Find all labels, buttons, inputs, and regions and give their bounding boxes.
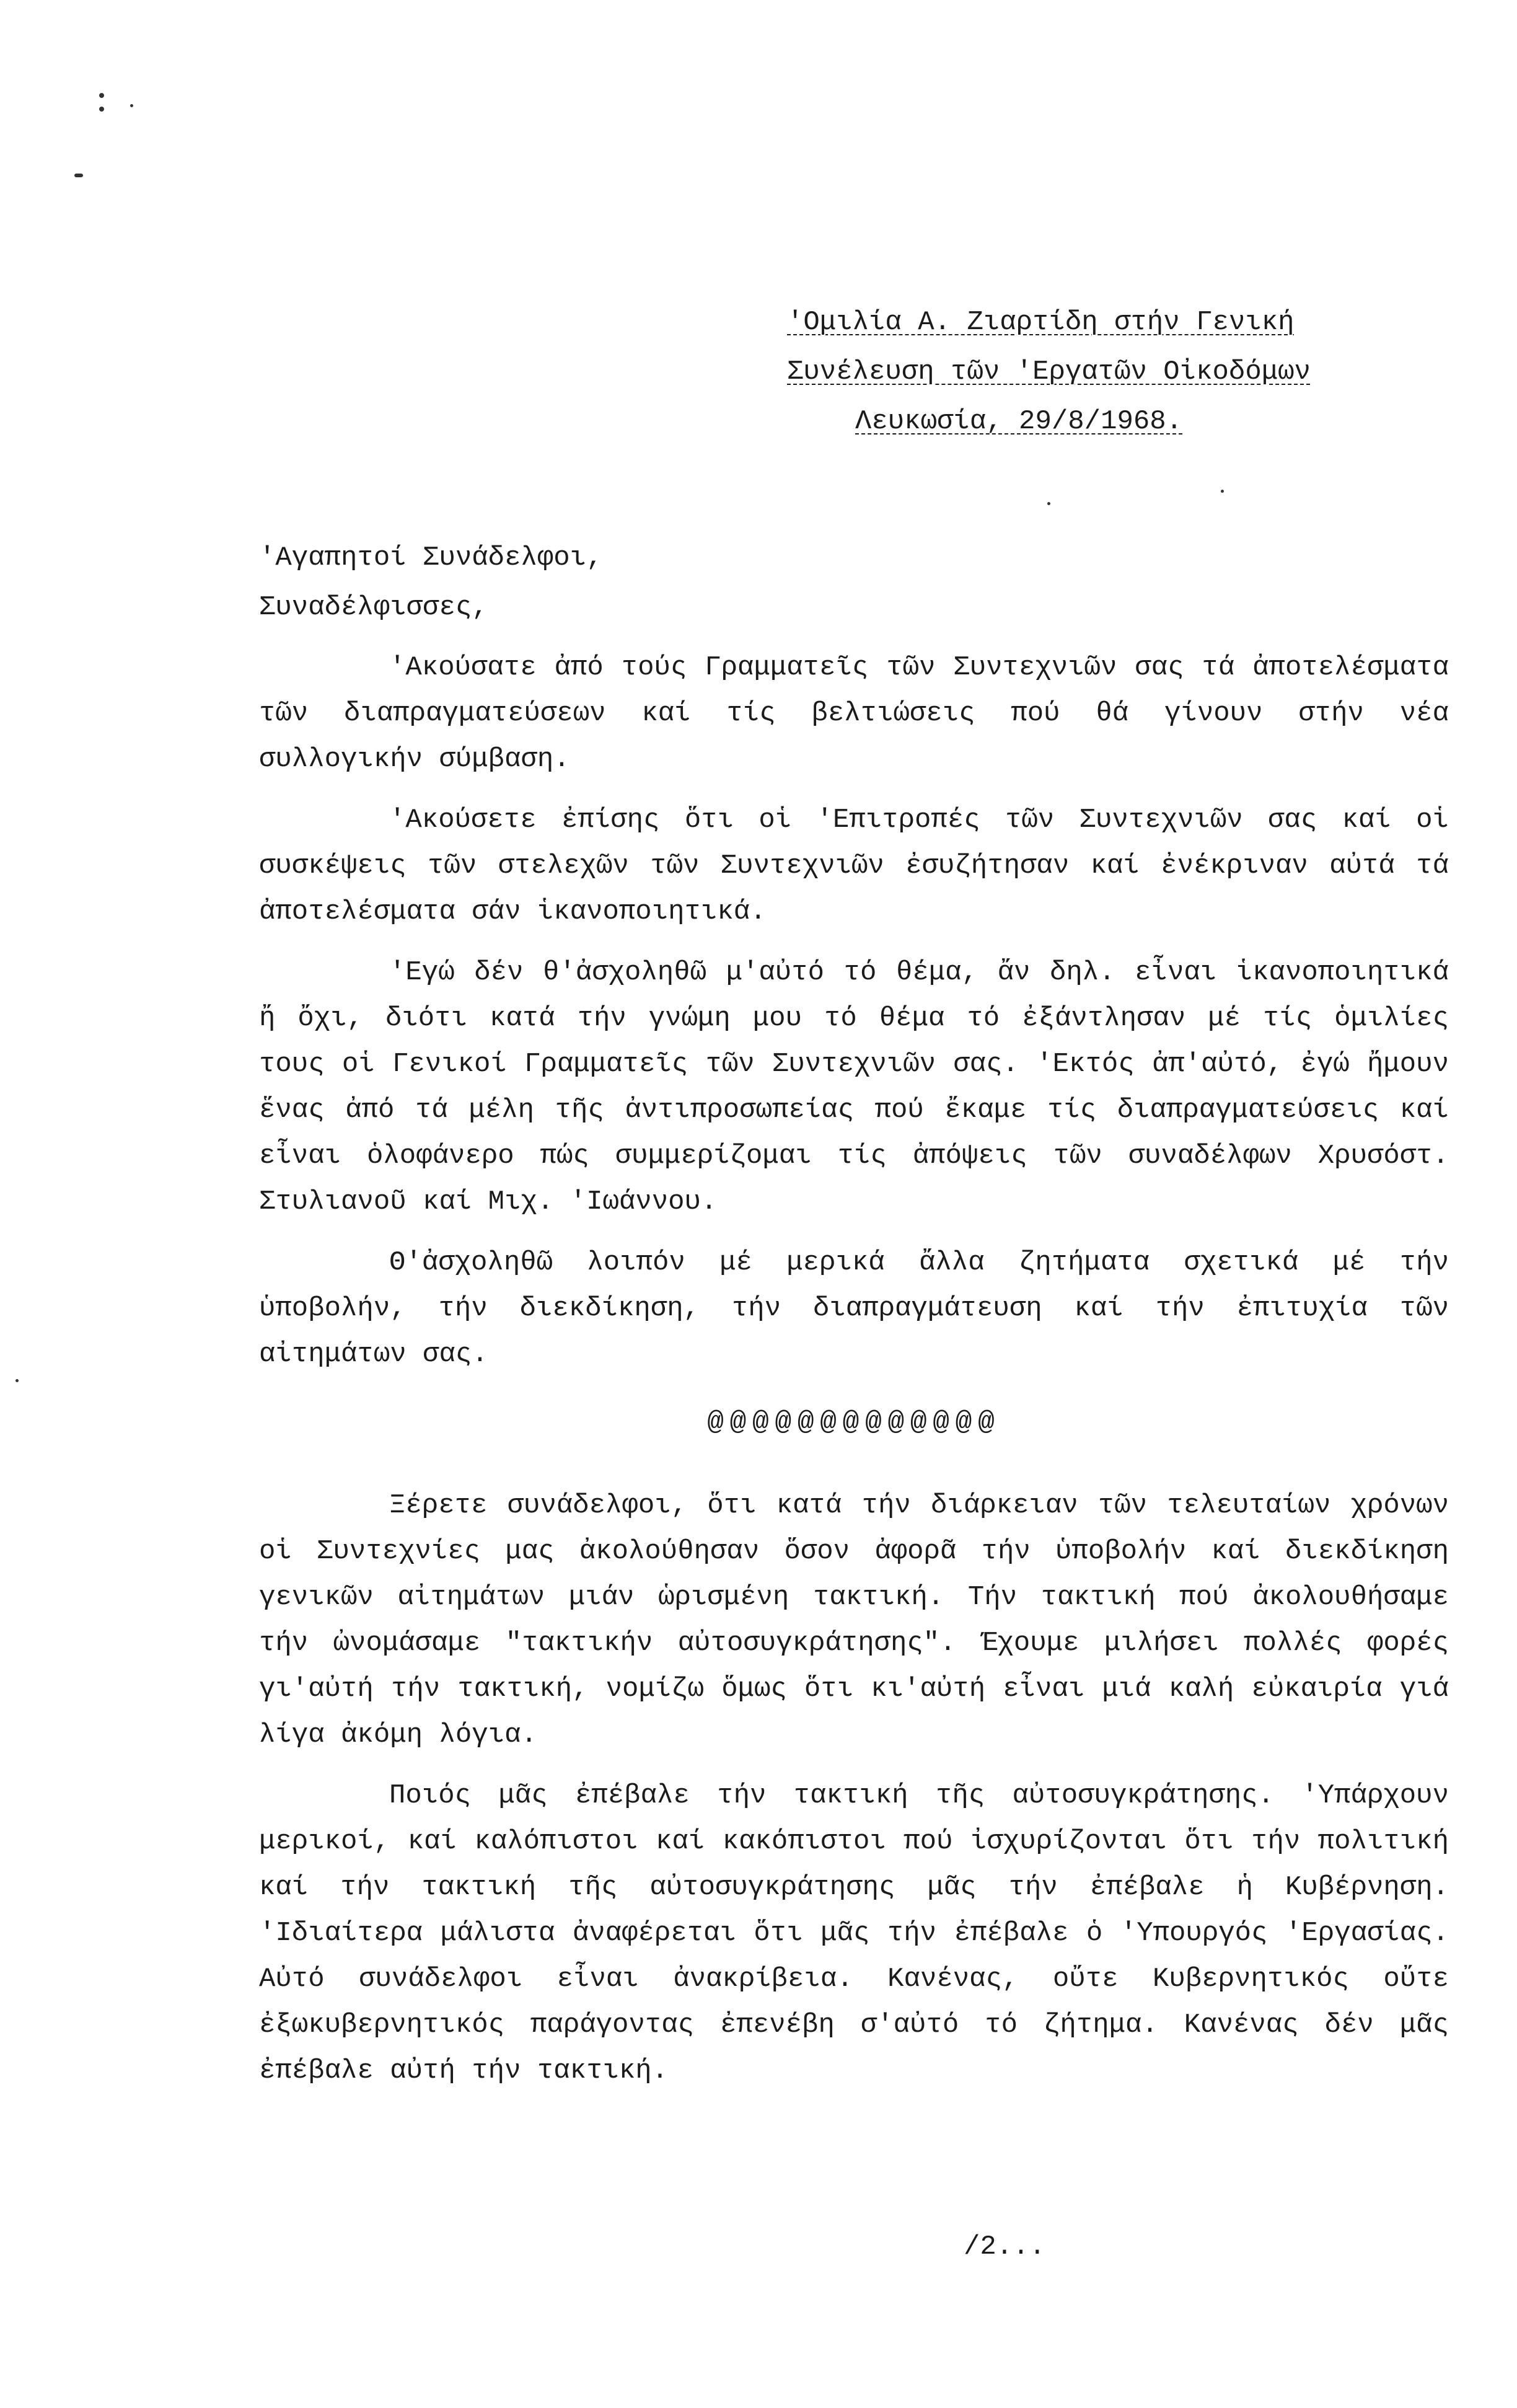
scan-speck — [15, 1379, 19, 1382]
paragraph-1: 'Ακούσατε ἀπό τούς Γραμματεῖς τῶν Συντεχνιῶν σας τά ἀποτελέσματα τῶν διαπραγματεύσεων καί τίς βελτιώσεις πού θά γίνουν στήν νέα συλλογικήν σύμβαση. — [259, 652, 1449, 775]
salutation-line-1: 'Αγαπητοί Συνάδελφοι, — [259, 542, 603, 573]
scan-speck — [1221, 490, 1224, 493]
salutation — [259, 533, 1436, 632]
paragraph-3: 'Εγώ δέν θ'ἀσχοληθῶ μ'αὐτό τό θέμα, ἄν δηλ. εἶναι ἱκανοποιητικά ἤ ὄχι, διότι κατά τήν γνώμη μου τό θέμα τό ἐξάντλησαν μέ τίς ὁμιλίες τους οἱ Γενικοί Γραμματεῖς τῶν Συντεχνιῶν σας. 'Εκτός ἀπ'αὐτό, ἐγώ ἤμουν ἕνας ἀπό τά μέλη τῆς ἀντιπροσωπείας πού ἔκαμε τίς διαπραγματεύσεις καί εἶναι ὁλοφάνερο πώς συμμερίζομαι τίς ἀπόψεις τῶν συναδέλφων Χρυσόστ. Στυλιανοῦ καί Μιχ. 'Ιωάννου. — [259, 957, 1449, 1217]
salutation-line-2: Συναδέλφισσες, — [259, 592, 488, 623]
header-title-line-2: Συνέλευση τῶν 'Εργατῶν Οἰκοδόμων — [787, 356, 1311, 387]
scan-speck — [99, 93, 104, 98]
header-place-date: Λευκωσία, 29/8/1968. — [855, 406, 1183, 437]
page-continuation-marker: /2... — [964, 2231, 1046, 2262]
document-header — [787, 298, 1407, 446]
paragraph-5: Ξέρετε συνάδελφοι, ὅτι κατά τήν διάρκειαν τῶν τελευταίων χρόνων οἱ Συντεχνίες μας ἀκολούθησαν ὅσον ἀφορᾶ τήν ὑποβολήν καί διεκδίκηση γενικῶν αἰτημάτων μιάν ὡρισμένη τακτική. Τήν τακτική πού ἀκολουθήσαμε τήν ὠνομάσαμε "τακτικήν αὐτοσυγκράτησης". Έχουμε μιλήσει πολλές φορές γι'αὐτή τήν τακτική, νομίζω ὅμως ὅτι κι'αὐτή εἶναι μιά καλή εὐκαιρία γιά λίγα ἀκόμη λόγια. — [259, 1490, 1449, 1750]
scan-speck — [74, 174, 83, 177]
paragraph-6: Ποιός μᾶς ἐπέβαλε τήν τακτική τῆς αὐτοσυγκράτησης. 'Υπάρχουν μερικοί, καί καλόπιστοι καί κακόπιστοι πού ἰσχυρίζονται ὅτι τήν πολιτική καί τήν τακτική τῆς αὐτοσυγκράτησης μᾶς τήν ἐπέβαλε ἡ Κυβέρνηση. 'Ιδιαίτερα μάλιστα ἀναφέρεται ὅτι μᾶς τήν ἐπέβαλε ὁ 'Υπουργός 'Εργασίας. Αὐτό συνάδελφοι εἶναι ἀνακρίβεια. Κανένας, οὔτε Κυβερνητικός οὔτε ἐξωκυβερνητικός παράγοντας ἐπενέβη σ'αὐτό τό ζήτημα. Κανένας δέν μᾶς ἐπέβαλε αὐτή τήν τακτική. — [259, 1780, 1449, 2086]
scan-speck — [130, 104, 133, 107]
scan-speck — [1047, 502, 1050, 505]
section-separator: @@@@@@@@@@@@@ — [707, 1407, 1001, 1438]
document-body — [259, 645, 1449, 2109]
scan-speck — [99, 107, 104, 112]
paragraph-4: Θ'ἀσχοληθῶ λοιπόν μέ μερικά ἄλλα ζητήματα σχετικά μέ τήν ὑποβολήν, τήν διεκδίκηση, τήν διαπραγμάτευση καί τήν ἐπιτυχία τῶν αἰτημάτων σας. — [259, 1247, 1449, 1370]
header-title-line-1: 'Ομιλία Α. Ζιαρτίδη στήν Γενική — [787, 307, 1295, 338]
paragraph-2: 'Ακούσετε ἐπίσης ὅτι οἱ 'Επιτροπές τῶν Συντεχνιῶν σας καί οἱ συσκέψεις τῶν στελεχῶν τῶν Συντεχνιῶν ἐσυζήτησαν καί ἐνέκριναν αὐτά τά ἀποτελέσματα σάν ἱκανοποιητικά. — [259, 805, 1449, 927]
